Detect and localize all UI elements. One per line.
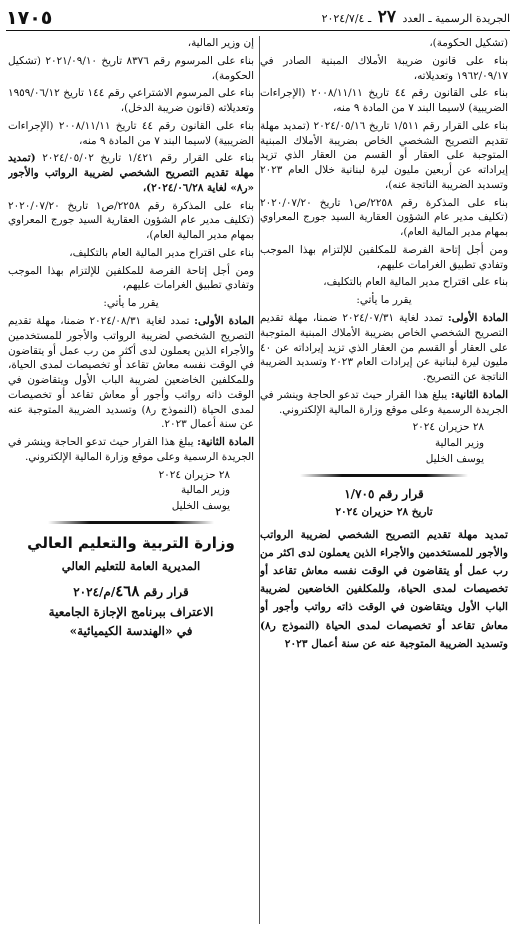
article-2: [8, 435, 254, 465]
paragraph: بناء على القانون رقم ٤٤ تاريخ ٢٠٠٨/١١/١١ (الإجراءات الضريبية) لاسيما البند ٧ من المادة ٩ منه،: [8, 119, 254, 147]
decides-heading: يقرر ما يأتي:: [103, 297, 159, 310]
decision-subtitle: في «الهندسة الكيميائية»: [69, 623, 193, 638]
issue-date: ـ ٢٠٢٤/٧/٤: [321, 12, 372, 25]
article-label: المادة الأولى:: [447, 312, 508, 325]
article-label: المادة الثانية:: [197, 436, 254, 449]
article-label: المادة الثانية:: [450, 388, 508, 401]
signature-date: ٢٨ حزيران ٢٠٢٤: [158, 468, 230, 481]
decision-title: تمديد مهلة تقديم التصريح الشخصي لضريبة الرواتب والأجور للمستخدمين والأجراء الذين يعملون لدى اكثر من رب عمل أو يتقاضون في الوقت نفسه معاش تقاعد أو تخصيصات لمدى الحياة، وللمكلفين الخاضعين لضريبة الباب الأول ويتقاضون في الوقت ذاته رواتب وأجور أو معاش تقاعد أو تخصيصات لمدى الحياة (النموذج ر٨) وتسديد الضريبة المتوجبة عنه عن سنة أعمال ٢٠٢٣: [260, 528, 508, 650]
paragraph: بناء على القانون رقم ٤٤ تاريخ ٢٠٠٨/١١/١١ (الإجراءات الضريبية) لاسيما البند ٧ من المادة ٩ منه،: [260, 87, 508, 115]
section-divider: [300, 474, 468, 477]
paragraph: بناء على المرسوم رقم ٨٣٧٦ تاريخ ٢٠٢١/٠٩/١٠ (تشكيل الحكومة)،: [8, 54, 254, 82]
left-column: [8, 36, 254, 928]
paragraph: بناء على قانون ضريبة الأملاك المبنية الصادر في ١٩٦٢/٠٩/١٧ وتعديلاته،: [260, 54, 508, 82]
article-text: يبلغ هذا القرار حيث تدعو الحاجة وينشر في الجريدة الرسمية وعلى موقع وزارة المالية الإلكتروني.: [8, 436, 254, 463]
right-column: [260, 36, 508, 928]
paragraph: ومن أجل إتاحة الفرصة للمكلفين للإلتزام بهذا الموجب وتفادي تطبيق الغرامات عليهم،: [8, 264, 254, 292]
decision-number: قرار رقم ١/٧٠٥: [344, 486, 424, 501]
signature-block: [8, 468, 254, 514]
paragraph: بناء على اقتراح مدير المالية العام بالتكليف،: [323, 276, 508, 289]
decision-date: تاريخ ٢٨ حزيران ٢٠٢٤: [335, 505, 433, 518]
article-text: تمدد لغاية ٢٠٢٤/٠٨/٣١ ضمنا، مهلة تقديم التصريح الشخصي لضريبة الرواتب والأجور للمستخدمين والأجراء الذين يعملون لدى أكثر من رب عمل أو يتقاضون في الوقت نفسه معاش تقاعد أو تخصيصات لمدى الحياة، وللمكلفين الخاضعين لضريبة الباب الأول ويتقاضون في الوقت ذاته رواتب وأجور أو معاش تقاعد أو تخصيصات لمدى الحياة (النموذج ر٨) وتسديد الضريبة المتوجبة عنه عن سنة أعمال ٢٠٢٣.: [8, 315, 254, 431]
article-2: [260, 388, 508, 418]
decision-suffix: /م/٢٠٢٤: [73, 584, 116, 599]
article-1: [260, 311, 508, 385]
paragraph: إن وزير المالية،: [187, 37, 254, 49]
gazette-name: الجريدة الرسمية ـ العدد: [402, 12, 510, 25]
paragraph-text: بناء على القرار رقم ١/٤٢١ تاريخ ٢٠٢٤/٠٥/٠٢: [42, 152, 254, 165]
decision-num: ٤٦٨: [115, 581, 140, 600]
decision-number: [8, 581, 254, 602]
paragraph: بناء على المذكرة رقم ٢٢٥٨/ص١ تاريخ ٢٠٢٠/٠٧/٢٠ (تكليف مدير عام الشؤون العقارية السيد جورج المعراوي بمهام مدير المالية العام)،: [260, 196, 508, 239]
decision-prefix: قرار رقم: [143, 584, 189, 599]
decides-heading: يقرر ما يأتي:: [356, 294, 412, 307]
signature-title: وزير المالية: [180, 484, 230, 497]
issue-number: ٢٧: [377, 7, 396, 27]
paragraph: بناء على المرسوم الاشتراعي رقم ١٤٤ تاريخ ١٩٥٩/٠٦/١٢ وتعديلاته (قانون ضريبة الدخل)،: [8, 87, 254, 115]
paragraph: بناء على اقتراح مدير المالية العام بالتكليف،: [69, 246, 254, 259]
paragraph-bold-text: (تمديد مهلة تقديم التصريح الشخصي لضريبة الرواتب والأجور «ر٨» لغاية ٢٠٢٤/٠٦/٢٨)،: [8, 152, 254, 194]
paragraph: (تشكيل الحكومة)،: [429, 37, 508, 49]
ministry-heading: وزارة التربية والتعليم العالي: [27, 533, 235, 552]
paragraph: ومن أجل إتاحة الفرصة للمكلفين للإلتزام بهذا الموجب وتفادي تطبيق الغرامات عليهم،: [260, 243, 508, 271]
article-text: تمدد لغاية ٢٠٢٤/٠٧/٣١ ضمنا، مهلة تقديم التصريح الشخصي الخاص بضريبة الأملاك المبنية المتوجبة على العقار أو القسم من العقار الذي تزيد إيراداته عن ٤٠ مليون ليرة لبنانية عن إيرادات العام ٢٠٢٣ وتسديد الضريبة الناتجة عن التصريح.: [260, 312, 508, 384]
page-number: ١٧٠٥: [6, 7, 53, 29]
article-text: يبلغ هذا القرار حيث تدعو الحاجة وينشر في الجريدة الرسمية وعلى موقع وزارة المالية الإلكتروني.: [260, 388, 508, 416]
signature-name: يوسف الخليل: [425, 452, 484, 465]
page-header: [6, 4, 510, 31]
directorate-heading: المديرية العامة للتعليم العالي: [61, 559, 201, 574]
signature-title: وزير المالية: [434, 437, 484, 450]
signature-block: [260, 420, 508, 466]
article-1: [8, 314, 254, 432]
paragraph: بناء على المذكرة رقم ٢٢٥٨/ص١ تاريخ ٢٠٢٠/٠٧/٢٠ (تكليف مدير عام الشؤون العقارية السيد جورج المعراوي بمهام مدير المالية العام)،: [8, 199, 254, 242]
decision-title: الاعتراف ببرنامج الإجازة الجامعية: [48, 604, 214, 619]
header-gazette-info: [322, 7, 510, 30]
paragraph: بناء على القرار رقم ١/٥١١ تاريخ ٢٠٢٤/٠٥/١٦ (تمديد مهلة تقديم التصريح الشخصي الخاص بضريبة الأملاك المبنية المتوجبة على العقار أو القسم من العقار الذي تزيد إيراداته عن أربعين مليون ليرة لبنانية خلال العام ٢٠٢٣ وتسديد الضريبة الناتجة عنه)،: [260, 119, 508, 191]
section-divider: [48, 521, 214, 524]
signature-date: ٢٨ حزيران ٢٠٢٤: [412, 421, 484, 434]
paragraph: [8, 151, 254, 195]
signature-name: يوسف الخليل: [171, 500, 230, 513]
article-label: المادة الأولى:: [194, 315, 254, 328]
